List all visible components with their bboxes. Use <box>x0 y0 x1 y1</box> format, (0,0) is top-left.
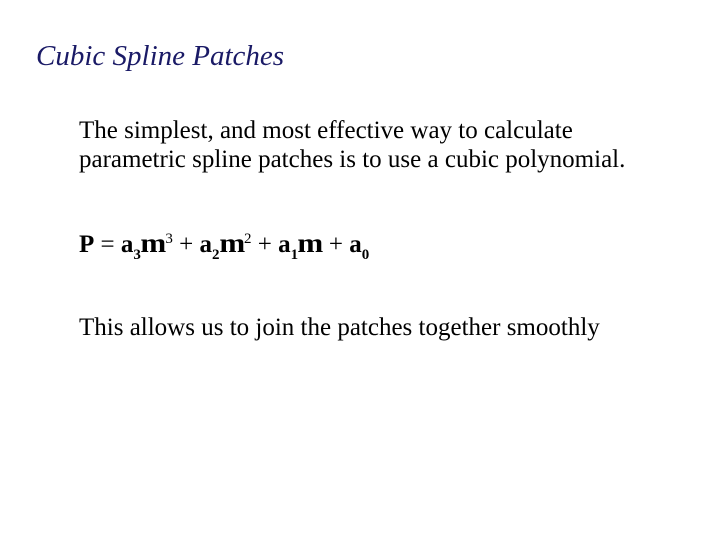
equation-sup-2: 2 <box>244 231 252 247</box>
equation-plus-2: + <box>251 231 279 258</box>
equation-sup-3: 3 <box>165 231 173 247</box>
equation-coef-a2: a <box>199 231 212 258</box>
equation-param-3: m <box>297 228 324 258</box>
equation-sub-0: 0 <box>361 247 370 263</box>
equation-lhs: P <box>79 231 95 258</box>
equation-equals: = <box>94 231 121 258</box>
equation-coef-a3: a <box>120 231 134 258</box>
conclusion-paragraph: This allows us to join the patches together smoothly <box>79 314 600 341</box>
equation-coef-a0: a <box>349 231 362 258</box>
equation-sub-1: 1 <box>290 247 299 263</box>
equation-param-2: m <box>218 228 245 258</box>
intro-line-1: The simplest, and most effective way to calculate <box>79 117 573 144</box>
equation-plus-3: + <box>322 231 350 258</box>
intro-line-2: parametric spline patches is to use a cubic polynomial. <box>79 146 626 173</box>
equation-sub-3: 3 <box>133 247 141 263</box>
slide-title: Cubic Spline Patches <box>36 40 285 72</box>
equation-coef-a1: a <box>278 231 291 258</box>
equation-plus-1: + <box>172 231 200 258</box>
intro-paragraph <box>79 116 709 174</box>
equation-sub-2: 2 <box>212 247 220 263</box>
cubic-equation <box>79 229 369 263</box>
equation-param-1: m <box>140 228 167 258</box>
